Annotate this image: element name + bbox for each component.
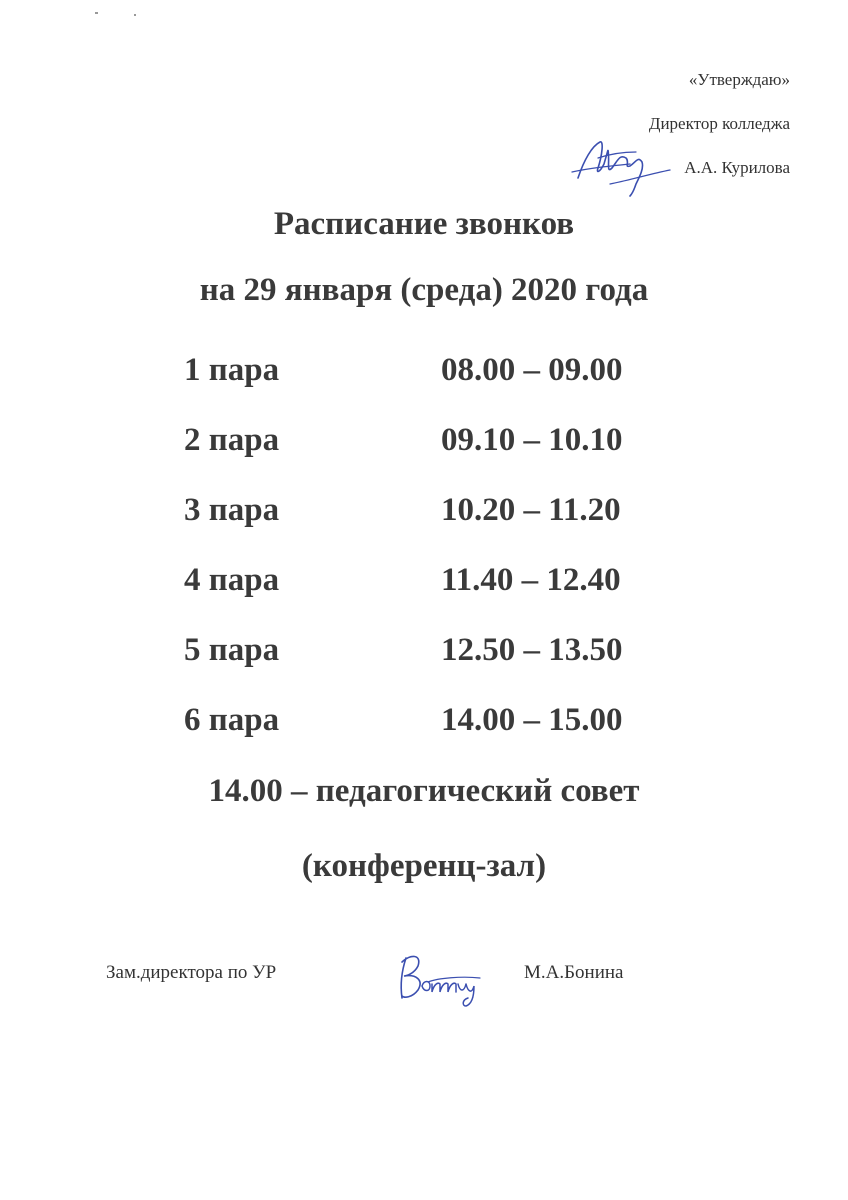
scan-speck: [95, 12, 98, 14]
schedule-list: [0, 352, 848, 772]
pair-time: 10.20 – 11.20: [441, 492, 621, 528]
pair-number: 6 пара: [184, 702, 280, 738]
director-name: А.А. Курилова: [684, 158, 790, 177]
pair-time: 09.10 – 10.10: [441, 422, 623, 458]
approval-position: Директор колледжа: [648, 114, 790, 133]
pair-number: 1 пара: [184, 352, 280, 388]
schedule-row: [0, 422, 848, 492]
pair-number: 5 пара: [184, 632, 280, 668]
approval-signature-line: [684, 146, 790, 190]
scan-speck: [134, 14, 136, 16]
schedule-row: [0, 632, 848, 702]
council-note: 14.00 – педагогический совет: [208, 773, 640, 809]
deputy-name: М.А.Бонина: [524, 962, 624, 983]
schedule-row: [0, 562, 848, 632]
pair-time: 08.00 – 09.00: [441, 352, 623, 388]
pair-number: 2 пара: [184, 422, 280, 458]
document-subtitle: на 29 января (среда) 2020 года: [199, 272, 649, 308]
pair-number: 3 пара: [184, 492, 280, 528]
schedule-row: [0, 492, 848, 562]
pair-number: 4 пара: [184, 562, 280, 598]
deputy-signature-icon: [392, 940, 502, 1010]
schedule-row: [0, 352, 848, 422]
council-location: (конференц-зал): [301, 848, 547, 884]
document-title: Расписание звонков: [273, 206, 575, 242]
pair-time: 11.40 – 12.40: [441, 562, 621, 598]
pair-time: 14.00 – 15.00: [441, 702, 623, 738]
director-signature-icon: [570, 128, 680, 198]
approval-label: «Утверждаю»: [688, 70, 790, 89]
schedule-row: [0, 702, 848, 772]
pair-time: 12.50 – 13.50: [441, 632, 623, 668]
deputy-role: Зам.директора по УР: [106, 962, 277, 983]
